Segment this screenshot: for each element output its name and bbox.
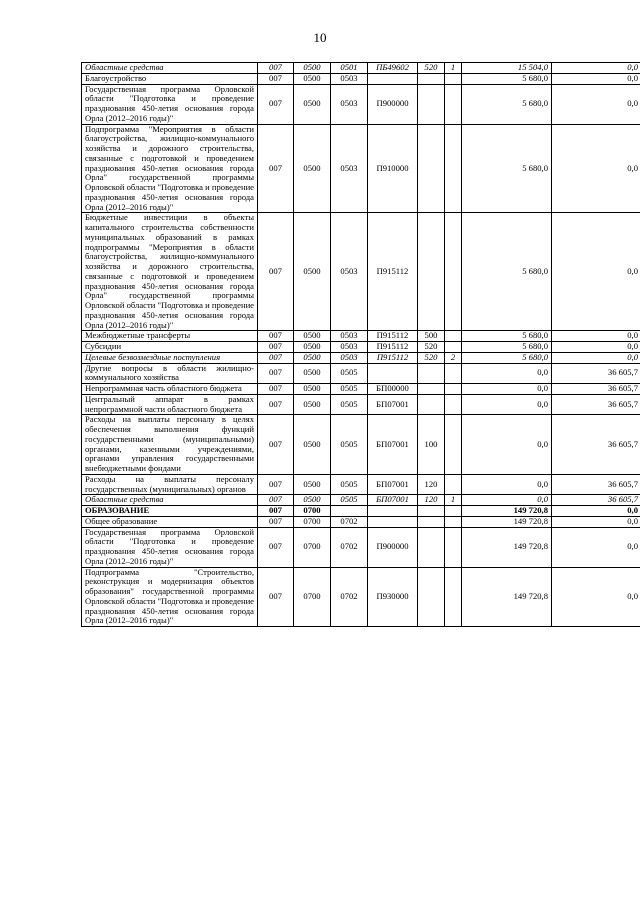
code-section: 0500 xyxy=(294,331,331,342)
code-target: ПБ49602 xyxy=(368,63,418,74)
code-subsection: 0702 xyxy=(331,567,368,627)
code-source: 1 xyxy=(445,495,462,506)
code-ministry: 007 xyxy=(258,516,294,527)
code-subsection: 0503 xyxy=(331,84,368,124)
row-name: Областные средства xyxy=(82,495,258,506)
code-ministry: 007 xyxy=(258,495,294,506)
row-name: ОБРАЗОВАНИЕ xyxy=(82,506,258,517)
code-subsection: 0503 xyxy=(331,73,368,84)
code-target: П900000 xyxy=(368,527,418,567)
code-source xyxy=(445,84,462,124)
row-name: Субсидии xyxy=(82,342,258,353)
row-name: Подпрограмма "Строительство, реконструкция и модернизация объектов образования" государственной программы Орловской области "Подготовка и проведение празднования 450-летия основания города Орла (2012–2016 годы)" xyxy=(82,567,258,627)
code-ministry: 007 xyxy=(258,394,294,415)
amount-2: 0,0 xyxy=(552,506,640,517)
code-section: 0500 xyxy=(294,63,331,74)
code-subsection: 0503 xyxy=(331,213,368,331)
code-section: 0700 xyxy=(294,567,331,627)
amount-2: 0,0 xyxy=(552,567,640,627)
amount-1: 149 720,8 xyxy=(462,506,552,517)
code-section: 0500 xyxy=(294,73,331,84)
amount-2: 0,0 xyxy=(552,213,640,331)
code-source xyxy=(445,331,462,342)
table-row xyxy=(82,63,640,74)
code-subsection xyxy=(331,506,368,517)
code-target: П930000 xyxy=(368,567,418,627)
amount-1: 5 680,0 xyxy=(462,124,552,213)
code-section: 0500 xyxy=(294,352,331,363)
amount-1: 5 680,0 xyxy=(462,84,552,124)
code-expense-type: 120 xyxy=(418,495,445,506)
row-name: Областные средства xyxy=(82,63,258,74)
row-name: Общее образование xyxy=(82,516,258,527)
amount-2: 36 605,7 xyxy=(552,495,640,506)
table-row xyxy=(82,495,640,506)
row-name: Расходы на выплаты персоналу в целях обеспечения выполнения функций государственными (муниципальными) органами, казенными учреждениями, органами управления государственными внебюджетными фондами xyxy=(82,415,258,475)
code-target: БП00000 xyxy=(368,384,418,395)
code-expense-type xyxy=(418,394,445,415)
code-ministry: 007 xyxy=(258,352,294,363)
table-row xyxy=(82,84,640,124)
code-subsection: 0505 xyxy=(331,495,368,506)
amount-2: 0,0 xyxy=(552,73,640,84)
code-section: 0700 xyxy=(294,516,331,527)
code-ministry: 007 xyxy=(258,124,294,213)
code-expense-type xyxy=(418,363,445,384)
code-subsection: 0503 xyxy=(331,342,368,353)
code-target: П915112 xyxy=(368,342,418,353)
amount-1: 0,0 xyxy=(462,363,552,384)
code-section: 0500 xyxy=(294,384,331,395)
code-expense-type xyxy=(418,567,445,627)
code-expense-type: 100 xyxy=(418,415,445,475)
table-row xyxy=(82,352,640,363)
code-ministry: 007 xyxy=(258,567,294,627)
amount-2: 0,0 xyxy=(552,516,640,527)
table-row xyxy=(82,516,640,527)
row-name: Государственная программа Орловской области "Подготовка и проведение празднования 450-летия основания города Орла (2012–2016 годы)" xyxy=(82,84,258,124)
table-row xyxy=(82,363,640,384)
code-section: 0500 xyxy=(294,342,331,353)
table-row xyxy=(82,474,640,495)
amount-2: 36 605,7 xyxy=(552,363,640,384)
table-row xyxy=(82,394,640,415)
code-target: БП07001 xyxy=(368,394,418,415)
code-subsection: 0501 xyxy=(331,63,368,74)
code-section: 0500 xyxy=(294,124,331,213)
amount-1: 149 720,8 xyxy=(462,527,552,567)
code-source xyxy=(445,73,462,84)
code-source xyxy=(445,527,462,567)
amount-1: 0,0 xyxy=(462,495,552,506)
code-ministry: 007 xyxy=(258,527,294,567)
code-section: 0500 xyxy=(294,495,331,506)
code-ministry: 007 xyxy=(258,73,294,84)
code-target xyxy=(368,73,418,84)
code-source xyxy=(445,474,462,495)
code-subsection: 0503 xyxy=(331,331,368,342)
code-target: П910000 xyxy=(368,124,418,213)
table-row xyxy=(82,213,640,331)
code-source xyxy=(445,506,462,517)
code-ministry: 007 xyxy=(258,474,294,495)
code-source xyxy=(445,363,462,384)
code-ministry: 007 xyxy=(258,415,294,475)
code-section: 0500 xyxy=(294,213,331,331)
code-subsection: 0503 xyxy=(331,352,368,363)
amount-2: 0,0 xyxy=(552,63,640,74)
amount-1: 15 504,0 xyxy=(462,63,552,74)
code-subsection: 0505 xyxy=(331,415,368,475)
code-expense-type xyxy=(418,124,445,213)
code-ministry: 007 xyxy=(258,363,294,384)
code-ministry: 007 xyxy=(258,63,294,74)
row-name: Межбюджетные трансферты xyxy=(82,331,258,342)
table-row xyxy=(82,331,640,342)
row-name: Расходы на выплаты персоналу государственных (муниципальных) органов xyxy=(82,474,258,495)
code-source xyxy=(445,213,462,331)
amount-1: 0,0 xyxy=(462,394,552,415)
code-subsection: 0505 xyxy=(331,363,368,384)
table-row xyxy=(82,415,640,475)
code-expense-type: 500 xyxy=(418,331,445,342)
amount-2: 0,0 xyxy=(552,342,640,353)
amount-1: 0,0 xyxy=(462,415,552,475)
amount-2: 0,0 xyxy=(552,124,640,213)
row-name: Благоустройство xyxy=(82,73,258,84)
code-target: П915112 xyxy=(368,331,418,342)
amount-1: 0,0 xyxy=(462,384,552,395)
row-name: Подпрограмма "Мероприятия в области благоустройства, жилищно-коммунального хозяйства и дорожного строительства, связанные с подготовкой и проведением празднования 450-летия основания города Орла" государственной программы Орловской области "Подготовка и проведение празднования 450-летия основания города Орла (2012–2016 годы)" xyxy=(82,124,258,213)
code-expense-type xyxy=(418,527,445,567)
code-expense-type: 520 xyxy=(418,352,445,363)
code-expense-type: 120 xyxy=(418,474,445,495)
code-ministry: 007 xyxy=(258,506,294,517)
code-target xyxy=(368,506,418,517)
amount-1: 5 680,0 xyxy=(462,342,552,353)
amount-2: 0,0 xyxy=(552,331,640,342)
amount-1: 5 680,0 xyxy=(462,213,552,331)
amount-2: 0,0 xyxy=(552,84,640,124)
table-row xyxy=(82,73,640,84)
code-source xyxy=(445,342,462,353)
code-subsection: 0505 xyxy=(331,474,368,495)
code-expense-type xyxy=(418,516,445,527)
code-target: П915112 xyxy=(368,213,418,331)
code-ministry: 007 xyxy=(258,331,294,342)
code-source xyxy=(445,415,462,475)
code-target: П915112 xyxy=(368,352,418,363)
code-subsection: 0702 xyxy=(331,516,368,527)
row-name: Целевые безвозмездные поступления xyxy=(82,352,258,363)
table-row xyxy=(82,124,640,213)
amount-2: 0,0 xyxy=(552,352,640,363)
amount-1: 149 720,8 xyxy=(462,516,552,527)
code-source xyxy=(445,516,462,527)
amount-1: 149 720,8 xyxy=(462,567,552,627)
code-source xyxy=(445,567,462,627)
amount-2: 0,0 xyxy=(552,527,640,567)
row-name: Бюджетные инвестиции в объекты капитального строительства собственности муниципальных образований в рамках подпрограммы "Мероприятия в области благоустройства, жилищно-коммунального хозяйства и дорожного строительства, связанные с подготовкой и проведением празднования 450-летия основания города Орла" государственной программы Орловской области "Подготовка и проведение празднования 450-летия основания города Орла (2012–2016 годы)" xyxy=(82,213,258,331)
table-row xyxy=(82,342,640,353)
row-name: Другие вопросы в области жилищно-коммунального хозяйства xyxy=(82,363,258,384)
code-target xyxy=(368,516,418,527)
code-expense-type xyxy=(418,84,445,124)
row-name: Центральный аппарат в рамках непрограммной части областного бюджета xyxy=(82,394,258,415)
budget-table xyxy=(81,62,640,627)
code-subsection: 0702 xyxy=(331,527,368,567)
table-row xyxy=(82,384,640,395)
code-expense-type xyxy=(418,213,445,331)
code-section: 0500 xyxy=(294,474,331,495)
code-source: 1 xyxy=(445,63,462,74)
code-section: 0700 xyxy=(294,506,331,517)
code-section: 0500 xyxy=(294,415,331,475)
code-expense-type xyxy=(418,506,445,517)
code-expense-type xyxy=(418,73,445,84)
code-section: 0500 xyxy=(294,394,331,415)
code-subsection: 0503 xyxy=(331,124,368,213)
row-name: Непрограммная часть областного бюджета xyxy=(82,384,258,395)
code-target: БП07001 xyxy=(368,415,418,475)
amount-2: 36 605,7 xyxy=(552,384,640,395)
amount-2: 36 605,7 xyxy=(552,415,640,475)
amount-1: 5 680,0 xyxy=(462,73,552,84)
code-ministry: 007 xyxy=(258,213,294,331)
code-target xyxy=(368,363,418,384)
code-target: БП07001 xyxy=(368,495,418,506)
code-subsection: 0505 xyxy=(331,394,368,415)
code-source: 2 xyxy=(445,352,462,363)
amount-2: 36 605,7 xyxy=(552,394,640,415)
code-subsection: 0505 xyxy=(331,384,368,395)
code-section: 0500 xyxy=(294,84,331,124)
code-expense-type: 520 xyxy=(418,342,445,353)
row-name: Государственная программа Орловской области "Подготовка и проведение празднования 450-летия основания города Орла (2012–2016 годы)" xyxy=(82,527,258,567)
table-row xyxy=(82,527,640,567)
code-target: П900000 xyxy=(368,84,418,124)
code-expense-type: 520 xyxy=(418,63,445,74)
amount-1: 0,0 xyxy=(462,474,552,495)
code-section: 0700 xyxy=(294,527,331,567)
amount-2: 36 605,7 xyxy=(552,474,640,495)
code-source xyxy=(445,384,462,395)
code-source xyxy=(445,124,462,213)
amount-1: 5 680,0 xyxy=(462,331,552,342)
code-ministry: 007 xyxy=(258,84,294,124)
code-source xyxy=(445,394,462,415)
page-number: 10 xyxy=(313,30,327,45)
code-target: БП07001 xyxy=(368,474,418,495)
amount-1: 5 680,0 xyxy=(462,352,552,363)
code-section: 0500 xyxy=(294,363,331,384)
table-row xyxy=(82,506,640,517)
code-ministry: 007 xyxy=(258,384,294,395)
code-expense-type xyxy=(418,384,445,395)
code-ministry: 007 xyxy=(258,342,294,353)
table-row xyxy=(82,567,640,627)
